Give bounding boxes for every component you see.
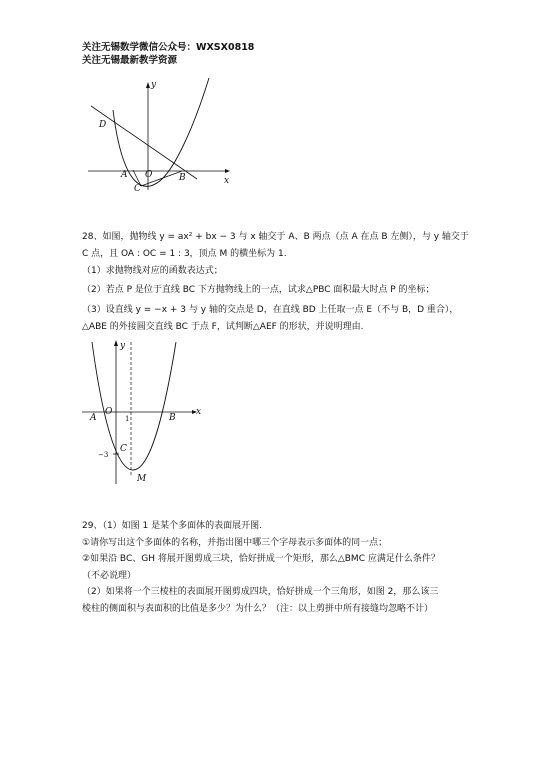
- figure-1-label-b: B: [179, 173, 186, 183]
- q29-line-2: ①请你写出这个多面体的名称，并指出图中哪三个字母表示多面体的同一点；: [82, 538, 388, 548]
- figure-1-line-db: [91, 106, 197, 179]
- figure-1-label-a: A: [121, 170, 128, 180]
- q29-line-5: （2）如果将一个三棱柱的表面展开图剪成四块，恰好拼成一个三角形，如图 2，那么该三: [82, 587, 439, 597]
- figure-1-label-d: D: [99, 120, 107, 130]
- q29-line-3: ②如果沿 BC、GH 将展开图剪成三块，恰好拼成一个矩形，那么△BMC 应满足什么条件？: [82, 554, 440, 564]
- figure-2-label-o: O: [105, 407, 113, 417]
- figure-2-label-one: 1: [125, 415, 130, 423]
- figure-1-label-x: x: [224, 176, 230, 186]
- figure-2-label-neg3: −3: [98, 451, 109, 459]
- q28-sub-2: （2）若点 P 是位于直线 BC 下方抛物线上的一点，试求△PBC 面积最大时点 P 的坐标；: [82, 285, 435, 295]
- q28-line-1: 28、如图，抛物线 y = ax² + bx − 3 与 x 轴交于 A、B 两点（点 A 在点 B 左侧），与 y 轴交于: [82, 232, 469, 242]
- figure-1-label-c: C: [134, 184, 141, 194]
- header-line-2: 关注无锡最新教学资源: [82, 55, 178, 66]
- figure-1-label-o: O: [145, 170, 153, 180]
- figure-1-parabola: [85, 70, 235, 198]
- figure-2-label-b: B: [169, 413, 176, 423]
- header-line-1: 关注无锡数学微信公众号：WXSX0818: [82, 42, 255, 53]
- figure-1-label-y: y: [151, 80, 157, 90]
- figure-2-parabola: [80, 336, 205, 486]
- figure-2-label-a: A: [90, 413, 97, 423]
- q28-sub-3a: （3）设直线 y = −x + 3 与 y 轴的交点是 D，在直线 BD 上任取一点 E（不与 B，D 重合），: [82, 305, 459, 315]
- q28-sub-3b: △ABE 的外接圆交直线 BC 于点 F，试判断△AEF 的形状，并说明理由.: [82, 322, 364, 332]
- q28-line-2: C 点，且 OA : OC = 1 : 3，顶点 M 的横坐标为 1.: [82, 249, 287, 259]
- figure-2-label-m: M: [137, 474, 147, 484]
- q28-sub-1: （1）求抛物线对应的函数表达式；: [82, 266, 223, 276]
- q29-line-4: （不必说理）: [82, 571, 137, 581]
- q29-line-6: 棱柱的侧面积与表面积的比值是多少？为什么？（注：以上剪拼中所有接缝均忽略不计）: [82, 604, 434, 614]
- figure-2-label-x: x: [196, 407, 202, 417]
- figure-2-label-c: C: [120, 444, 127, 454]
- q29-line-1: 29、（1）如图 1 是某个多面体的表面展开图.: [82, 521, 262, 531]
- figure-2-label-y: y: [120, 341, 126, 351]
